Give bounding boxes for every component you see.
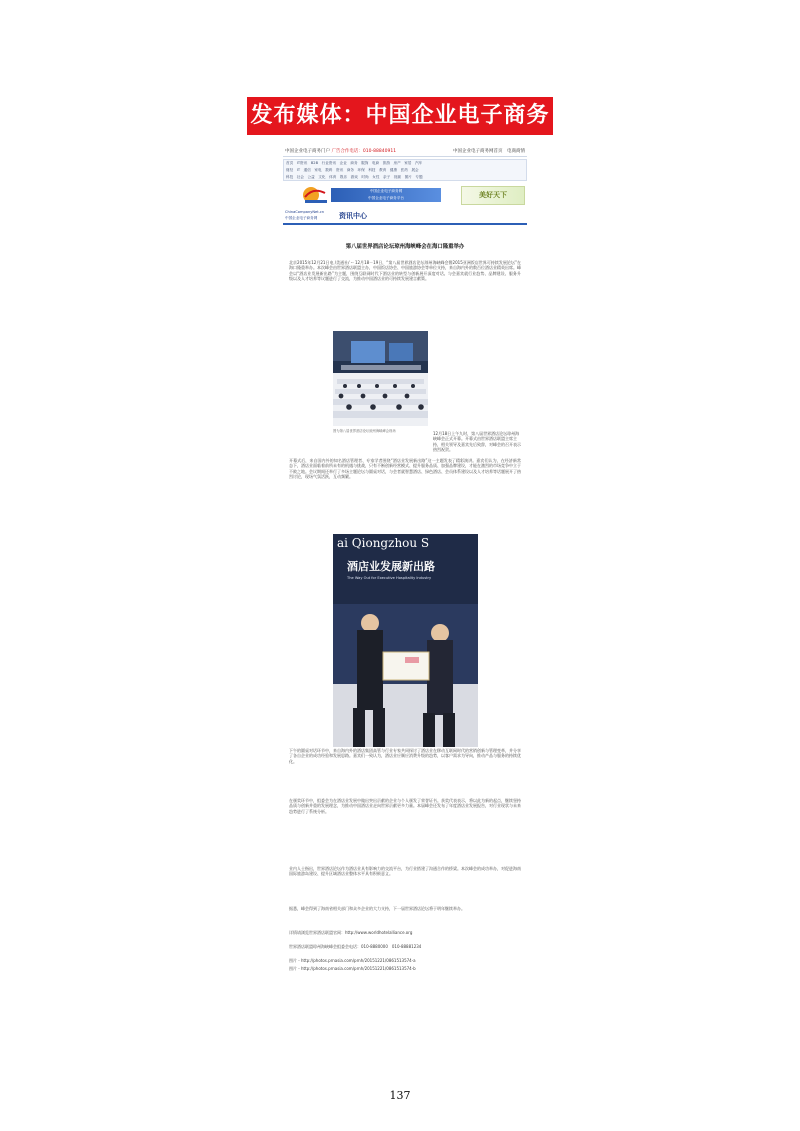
forum-hall-photo <box>333 331 428 426</box>
nav-row[interactable]: 财经 IT 通信 家电 数码 资讯 商务 环保 科技 教育 健康 医药 展会 <box>286 168 419 172</box>
photo-link-1[interactable]: 图片 - http://photos.prnasia.com/prnh/20151221/0861513574-a <box>289 958 416 963</box>
hotline-text: 广告合作电话：010-88840911 <box>331 149 397 154</box>
top-left-label: 中国企业电子商务门户 广告合作电话：010-88840911 <box>285 149 397 154</box>
conference-hall-image <box>333 331 428 426</box>
channel-bar <box>283 209 527 225</box>
nav-row[interactable]: 首页 IT资讯 B2B 行业资讯 企业 商务 服饰 电商 旅游 房产 家居 汽车 <box>286 161 423 165</box>
article-body-3: 在颁奖环节中，组委会为在酒店业发展中做出突出贡献的企业与个人颁发了荣誉证书。获奖代表表示，将以此为新的起点，继续坚持品质与创新并重的发展理念，为推动中国酒店业走向世界贡献更多力量。本届峰会还发布了年度酒店业发展报告，对行业现状与未来趋势进行了系统分析。 <box>289 798 521 814</box>
channel-logo[interactable]: ChinaCompanyNet.cn 中国企业电子商务网 <box>285 210 325 220</box>
backdrop-subtitle-text: The Way Out for Executive Hospitality Industry <box>347 576 432 580</box>
logo-band <box>283 184 527 206</box>
article-body-5: 据悉，峰会得到了海南省相关部门和众多企业的大力支持，下一届世界酒店论坛将于明年继续举办。 <box>289 906 465 911</box>
channel-title: 资讯中心 <box>339 212 367 220</box>
top-right-links[interactable]: 中国企业电子商务网首页 电商商情 <box>453 149 525 154</box>
main-nav-grid <box>283 159 527 181</box>
site-logo-icon[interactable] <box>301 185 329 205</box>
webpage-screenshot <box>283 148 527 1068</box>
banner-ad[interactable]: 美好天下 <box>461 186 525 205</box>
photo-caption: 图为第八届世界酒店论坛琼州海峡峰会现场 <box>333 429 396 433</box>
award-ceremony-photo <box>333 534 478 747</box>
site-slogan: 中国企业电子商务网 中国企业电子商务平台 <box>331 188 441 202</box>
article-body-2: 下午的圆桌对话环节中，来自海内外的酒店集团高管与行业专家共同探讨了酒店业在移动互联网时代的营销创新与管理变革，并分享了各自企业的成功经验和发展思路。嘉宾们一致认为，酒店业应顺应消费升级的趋势，以客户需求为导向，推动产品与服务的持续优化。 <box>289 748 521 764</box>
article-body-1: 开幕式后，来自国内外的知名酒店管理者、专家学者围绕“酒店业发展新出路”这一主题发表了精彩演讲。嘉宾们认为，在经济新常态下，酒店业面临着前所未有的机遇与挑战，只有不断创新经营模式、提升服务品质、加强品牌建设，才能在激烈的市场竞争中立于不败之地。会议期间还举行了多场主题论坛与圆桌对话，与会者就智慧酒店、绿色酒店、会员体系建设以及人才培养等话题展开了热烈讨论，现场气氛活跃，互动频繁。 <box>289 458 521 479</box>
site-top-bar <box>283 148 527 157</box>
article-side-paragraph: 12月18日上午九时，第八届世界酒店论坛琼州海峡峰会正式开幕。开幕式由世界酒店联盟主席主持，相关领导及嘉宾先后致辞，对峰会的召开表示热烈祝贺。 <box>433 431 521 452</box>
article-body-4: 业内人士指出，世界酒店论坛作为酒店业具有影响力的交流平台，为行业搭建了沟通合作的桥梁。本次峰会的成功举办，对促进海南国际旅游岛建设、提升区域酒店业整体水平具有积极意义。 <box>289 866 521 877</box>
publisher-banner: 发布媒体：中国企业电子商务 <box>247 97 553 135</box>
article-headline: 第八届世界酒店论坛琼州海峡峰会在海口隆重举办 <box>345 244 465 250</box>
nav-row[interactable]: 科技 社会 公益 文化 体育 娱乐 游戏 时尚 女性 亲子 视频 图片 专题 <box>286 175 423 179</box>
photo-link-2[interactable]: 图片 - http://photos.prnasia.com/prnh/20151221/0861513574-b <box>289 966 416 971</box>
award-ceremony-image <box>333 534 478 747</box>
article-intro: 北京2015年12月21日电 /美通社/ -- 12月18－19日，“第八届世界酒店论坛琼州海峡峰会暨2015亚洲饭店世界可持续发展论坛”在海口隆重举办。本次峰会由世界酒店联盟主办，中国饭店协会、中国旅游协会等单位支持，来自海内外的数百位酒店业精英出席。峰会以“酒店业发展新出路”为主题，围绕互联网时代下酒店业的转型与创新展开深度对话。与会嘉宾就行业趋势、品牌建设、服务升级以及人才培养等议题进行了交流，为推动中国酒店业的可持续发展建言献策。 <box>289 260 521 281</box>
source-link[interactable]: 详情请浏览世界酒店联盟官网：http://www.worldhotelalliance.org <box>289 930 413 935</box>
page-number: 137 <box>389 1089 411 1102</box>
contact-info: 世界酒店联盟琼州海峡峰会组委会电话：010-8880000 010-88881234 <box>289 944 422 949</box>
backdrop-script-text: ai Qiongzhou S <box>337 536 430 550</box>
backdrop-title-text: 酒店业发展新出路 <box>347 560 435 573</box>
